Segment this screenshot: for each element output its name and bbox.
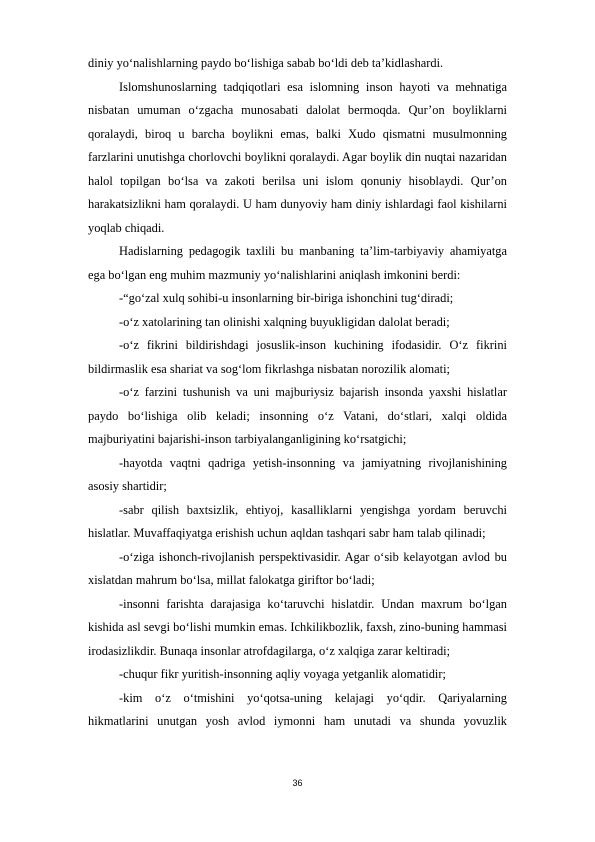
paragraph: diniy yo‘nalishlarning paydo bo‘lishiga sabab bo‘ldi deb ta’kidlashardi. [88,56,444,70]
paragraph: -sabr qilish baxtsizlik, ehtiyoj, kasalliklarni yengishga yordam beruvchi hislatlar. Muvaffaqiyatga erishish uchun aqldan tashqari sabr ham talab qilinadi; [88,502,507,540]
page-number: 36 [292,778,303,788]
paragraph: -insonni farishta darajasiga ko‘taruvchi hislatdir. Undan maxrum bo‘lgan kishida asl sevgi bo‘lishi mumkin emas. Ichkilikbozlik, faxsh, zino-buning hammasi irodasizlikdir. Bunaqa insonlar atrofdagilarga, o‘z xalqiga zarar keltiradi; [88,596,507,658]
paragraph: -hayotda vaqtni qadriga yetish-insonning va jamiyatning rivojlanishining asosiy shartidir; [88,455,507,493]
paragraph: -“go‘zal xulq sohibi-u insonlarning bir-biriga ishonchini tug‘diradi; [119,291,454,305]
paragraph: -o‘z farzini tushunish va uni majburiysiz bajarish insonda yaxshi hislatlar paydo bo‘lishiga olib keladi; insonning o‘z Vatani, do‘stlari, xalqi oldida majburiyatini bajarishi-inson tarbiyalanganligining ko‘rsatgichi; [88,385,507,446]
paragraph: Islomshunoslarning tadqiqotlari esa islomning inson hayoti va mehnatiga nisbatan umuman o‘zgacha munosabati dalolat bermoqda. Qur’on boyliklarni qoralaydi, biroq u barcha boylikni emas, balki Xudo qismatni musulmonning farzlarini unutishga chorlovchi boylikni qoralaydi. Agar boylik din nuqtai nazaridan halol topilgan bo‘lsa va zakoti berilsa uni islom qonuniy hisoblaydi. Qur’on harakatsizlikni ham qoralaydi. U ham dunyoviy ham diniy ishlardagi faol kishilarni yoqlab chiqadi. [88,79,507,235]
body-text [88,52,507,734]
paragraph: Hadislarning pedagogik taxlili bu manbaning ta’lim-tarbiyaviy ahamiyatga ega bo‘lgan eng muhim mazmuniy yo‘nalishlarini aniqlash imkonini berdi: [88,244,507,282]
paragraph: -kim o‘z o‘tmishini yo‘qotsa-uning kelajagi yo‘qdir. Qariyalarning hikmatlarini unutgan yosh avlod iymonni ham unutadi va shunda yovuzlik [88,690,507,728]
paragraph: -o‘z fikrini bildirishdagi josuslik-inson kuchining ifodasidir. O‘z fikrini bildirmaslik esa shariat va sog‘lom fikrlashga nisbatan norozilik alomati; [88,338,507,376]
paragraph: -chuqur fikr yuritish-insonning aqliy voyaga yetganlik alomatidir; [119,667,446,681]
paragraph: -o‘ziga ishonch-rivojlanish perspektivasidir. Agar o‘sib kelayotgan avlod bu xislatdan mahrum bo‘lsa, millat falokatga giriftor bo‘ladi; [88,549,507,587]
paragraph: -o‘z xatolarining tan olinishi xalqning buyukligidan dalolat beradi; [119,314,450,329]
